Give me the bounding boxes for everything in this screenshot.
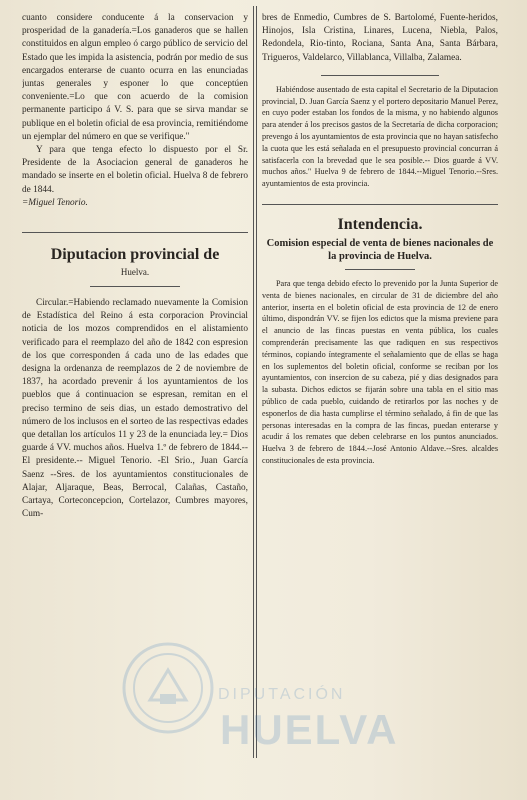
- intendencia-text: Para que tenga debido efecto lo prevenido por la Junta Superior de venta de bienes nacionales, en circular de 31 de diciembre del año anterior, inserta en el boletin oficial de esta provincia de 12 de enero último, dispondrán VV. se fijen los edictos que la misma previene para el anuncio de las fincas puestas en venta pública, los cuales comprenderán precisamente las que radiquen en sus respectivos términos, copiando íntegramente el señalamiento que de ellas se haga en los suplementos del boletin oficial, conforme se reciban por los ayuntamientos, con insercion de su cabeza, pié y dias designados para la subasta. Dichos edictos se fijarán sobre una tabla en el sitio mas público de cada pueblo, cuidando de retirarlos por las noches y de esponerlos de dia hasta cumplirse el término señalado, á fin de que las personas interesadas en la compra de las fincas, puedan enterarse y acudir á los remates que deben celebrarse en los puntos anunciados. Huelva 3 de febrero de 1844.--José Antonio Aldave.--Sres. alcaldes constitucionales de esta provincia.: [262, 278, 498, 465]
- intendencia-subheading: Comision especial de venta de bienes nacionales de la provincia de Huelva.: [266, 237, 494, 262]
- intendencia-heading: Intendencia.: [337, 215, 423, 233]
- column-divider-right-line: [256, 6, 257, 758]
- right-continuation-text: bres de Enmedio, Cumbres de S. Bartolomé, Fuente-heridos, Hinojos, Isla Cristina, Linares, Lucena, Niebla, Palos, Redondela, Rio-tinto, Rociana, Santa Ana, Santa Bárbara, Trigueros, Valdelarco, Villablanca, Villalba, Zalamea.: [262, 13, 498, 63]
- diputacion-subheading: Huelva.: [120, 267, 150, 278]
- column-divider-left-line: [253, 6, 254, 758]
- watermark-sub-text: DIPUTACIÓN: [218, 686, 346, 703]
- left-top-signature: =Miguel Tenorio.: [22, 197, 88, 208]
- notice-text: Habiéndose ausentado de esta capital el Secretario de la Diputacion provincial, D. Juan García Saenz y el portero depositario Manuel Perez, en cuyo poder estaban los fondos de la misma, y no habiendo algunos para atender á los precisos gastos de la Secretaría de dicha corporacion; prevengo á los ayuntamientos de esta provincia que no hayan satisfecho la cuota que les está señalada en el presupuesto provincial concurran á satisfacerla con la brevedad que le sea posible.-- Dios guarde á VV. muchos años." Huelva 9 de febrero de 1844.--Miguel Tenorio.--Sres. ayuntamientos de esta provincia.: [262, 84, 498, 189]
- left-column: [22, 0, 248, 800]
- left-top-paragraph-2: Y para que tenga efecto lo dispuesto por el Sr. Presidente de la Asociacion general de ganaderos he mandado se inserte en el boletin oficial. Huelva 8 de febrero de 1844.: [22, 145, 248, 195]
- watermark-main-text: HUELVA: [220, 706, 399, 753]
- circular-text: Circular.=Habiendo reclamado nuevamente la Comision de Estadística del Reino á esta corporacion Provincial noticia de los mozos comprendidos en el alistamiento verificado para el reemplazo del año de 1842 con espresion de los que corresponden á cada uno de las edades que designa la ordenanza de reemplazos de 2 de noviembre de 1837, ha acordado prevenir á los ayuntamientos de los pueblos que á continuacion se espresan, remitan en el preciso termino de seis dias, un estado demostrativo del número de los inclusos en el sorteo de las respectivas edades que detallan los artículos 11 y 23 de la enunciada ley.= Dios guarde á VV. muchos años. Huelva 1.º de febrero de 1844.--El presidente.-- Miguel Tenorio. -El Srio., Juan García Saenz --Sres. de los ayuntamientos constitucionales de Alajar, Aljaraque, Beas, Berrocal, Calañas, Castaño, Cartaya, Corteconcepcion, Cortelazor, Cumbres mayores, Cum-: [22, 298, 248, 520]
- diputacion-heading: Diputacion provincial de: [50, 246, 220, 264]
- right-column: [262, 0, 498, 800]
- left-top-paragraph-1: cuanto considere conducente á la conservacion y prosperidad de la ganadería.=Los ganaderos que se hallen constituidos en algun empleo ó cargo público de servicio del Estado que les impida la asistencia, podrán por medio de sus encargados enterarse de cuanto ocurra en las enunciadas juntas generales y esponer lo que conceptúen conveniente.=Lo que con acuerdo de la comision permanente participo á V. S. para que se sirva mandar se publique en el boletin oficial de esa provincia, remitiéndome un ejemplar del número en que se verifique.": [22, 13, 248, 142]
